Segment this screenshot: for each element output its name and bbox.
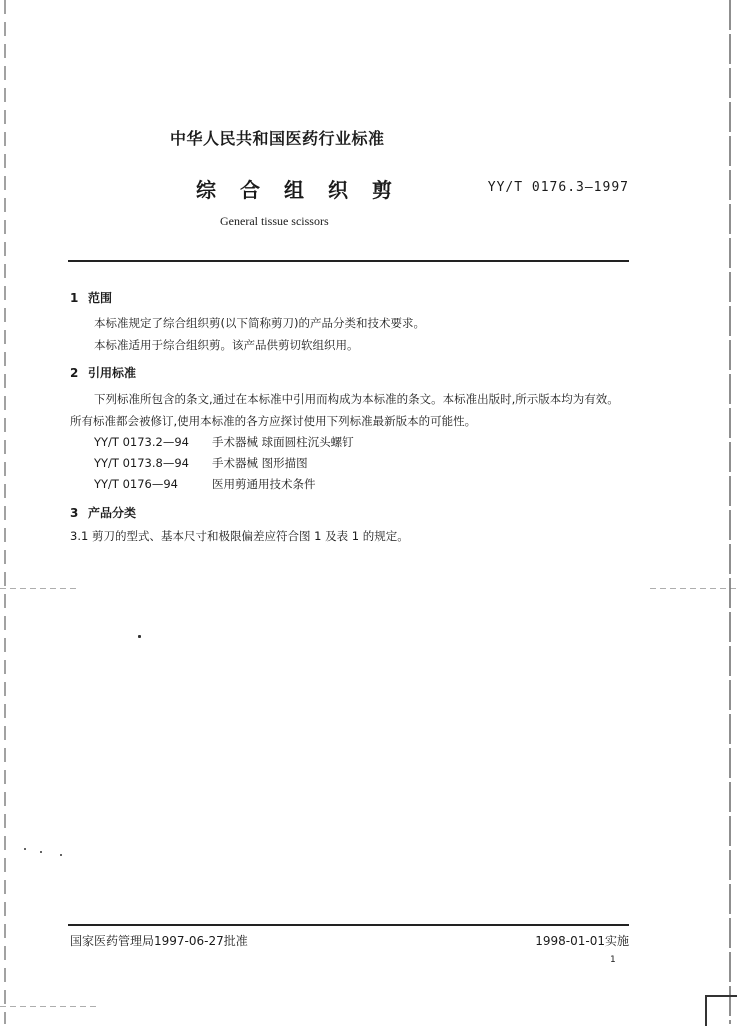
- standard-code: YY/T 0176.3—1997: [487, 180, 629, 195]
- section-number: 2: [70, 366, 79, 380]
- paragraph: 3.1 剪刀的型式、基本尺寸和极限偏差应符合图 1 及表 1 的规定。: [70, 529, 409, 543]
- scan-edge-right: [729, 0, 731, 1024]
- scan-dot: [138, 635, 141, 638]
- reference-name: 手术器械 球面圆柱沉头螺钉: [212, 435, 354, 449]
- section-title: 引用标准: [88, 366, 137, 380]
- document-title: 综合组织剪: [196, 178, 416, 202]
- reference-code: YY/T 0176—94: [94, 477, 179, 491]
- scan-edge-left: [4, 0, 6, 1024]
- section-number: 1: [70, 291, 79, 305]
- reference-code: YY/T 0173.2—94: [94, 435, 189, 449]
- reference-item: [94, 434, 354, 450]
- reference-name: 医用剪通用技术条件: [212, 477, 316, 491]
- scan-dash: [0, 1006, 100, 1007]
- approval-date: 国家医药管理局1997-06-27批准: [70, 934, 248, 948]
- english-title: General tissue scissors: [220, 214, 329, 228]
- reference-code: YY/T 0173.8—94: [94, 456, 189, 470]
- section-title: 范围: [88, 291, 113, 305]
- footer-rule: [68, 924, 629, 926]
- section-heading: [70, 504, 136, 521]
- scan-dash: [650, 588, 737, 589]
- scan-dot: [60, 854, 62, 856]
- scan-dot: [24, 848, 26, 850]
- standard-org-title: 中华人民共和国医药行业标准: [170, 129, 385, 148]
- reference-item: [94, 455, 308, 471]
- section-title: 产品分类: [88, 506, 137, 520]
- scan-dash: [0, 588, 80, 589]
- paragraph: 下列标准所包含的条文,通过在本标准中引用而构成为本标准的条文。本标准出版时,所示版本均为有效。所有标准都会被修订,使用本标准的各方应探讨使用下列标准最新版本的可能性。: [70, 392, 619, 428]
- effective-date: 1998-01-01实施: [535, 934, 629, 948]
- header-rule: [68, 260, 629, 262]
- section-heading: [70, 364, 136, 381]
- reference-name: 手术器械 图形描图: [212, 456, 308, 470]
- scan-dot: [40, 851, 42, 853]
- section-heading: [70, 289, 112, 306]
- section-number: 3: [70, 506, 79, 520]
- reference-item: [94, 476, 316, 492]
- paragraph: 本标准规定了综合组织剪(以下简称剪刀)的产品分类和技术要求。: [94, 316, 425, 330]
- paragraph: 本标准适用于综合组织剪。该产品供剪切软组织用。: [94, 338, 359, 352]
- page-number: 1: [610, 955, 616, 965]
- scan-corner-mark: [705, 995, 737, 1026]
